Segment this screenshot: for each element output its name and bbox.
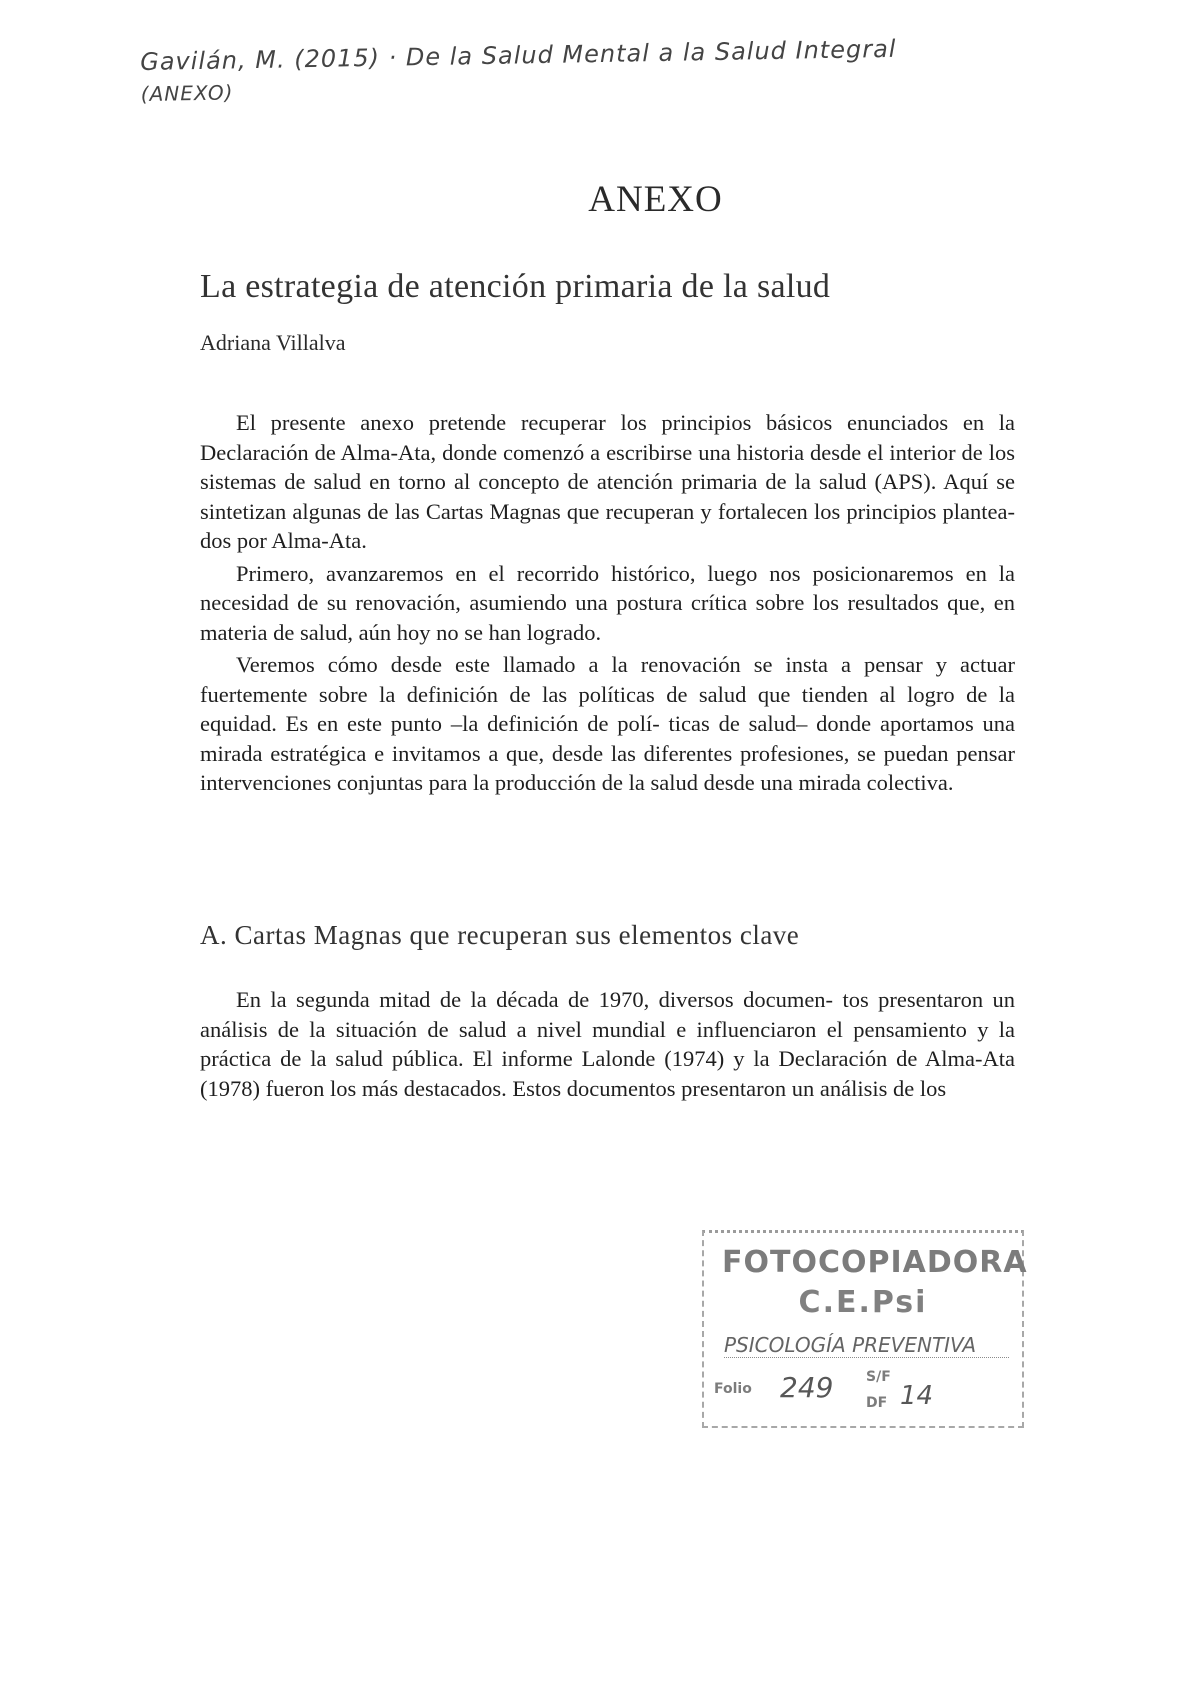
handwritten-citation-note [140,35,897,106]
intro-paragraph-1: El presente anexo pretende recuperar los principios básicos enunciados en la Declaración de Alma-Ata, donde comenzó a escribirse una historia desde el interior de los sistemas de salud en torno al concepto de atención primaria de la salud (APS). Aquí se sintetizan algunas de las Cartas Magnas que recuperan y fortalecen los principios plantea- dos por Alma-Ata. [200,410,1015,553]
intro-paragraph-2: Primero, avanzaremos en el recorrido histórico, luego nos posicionaremos en la necesidad de su renovación, asumiendo una postura crítica sobre los resultados que, en materia de salud, aún hoy no se han logrado. [200,560,1015,645]
stamp-sf-label: S/F [866,1369,891,1385]
section-a-paragraph-1: En la segunda mitad de la década de 1970, diversos documen- tos presentaron un análisis de la situación de salud a nivel mundial e influenciaron el pensamiento y la práctica de la salud pública. El informe Lalonde (1974) y la Declaración de Alma-Ata (1978) fueron los más destacados. Estos documentos presentaron un análisis de los [200,987,1015,1101]
handwritten-anexo-note: (ANEXO) [140,80,234,106]
article-author: Adriana Villalva [200,330,346,355]
stamp-folio-label: Folio [714,1381,752,1397]
anexo-heading: ANEXO [588,179,723,220]
stamp-df-label: DF [866,1395,888,1411]
intro-paragraph-3: Veremos cómo desde este llamado a la renovación se insta a pensar y actuar fuertemente sobre la definición de las políticas de salud que tienden al logro de la equidad. Es en este punto –la definición de polí- ticas de salud– donde aportamos una mirada estratégica e invitamos a que, desde las diferentes profesiones, se puedan pensar intervenciones conjuntas para la producción de la salud desde una mirada colectiva. [200,652,1015,795]
handwritten-citation-line: Gavilán, M. (2015) · De la Salud Mental a la Salud Integral [140,34,897,76]
stamp-fotocopiadora: FOTOCOPIADORA [722,1245,1028,1280]
section-a-heading: A. Cartas Magnas que recuperan sus elementos clave [200,920,800,950]
intro-section [200,408,1015,801]
stamp-df-value: 14 [900,1381,934,1411]
section-a-body [200,985,1015,1106]
stamp-folio-value: 249 [780,1371,834,1404]
stamp-subject: PSICOLOGÍA PREVENTIVA [724,1333,1009,1358]
photocopy-stamp [702,1230,1028,1428]
article-title: La estrategia de atención primaria de la salud [200,268,831,305]
stamp-cepsi: C.E.Psi [798,1285,928,1320]
